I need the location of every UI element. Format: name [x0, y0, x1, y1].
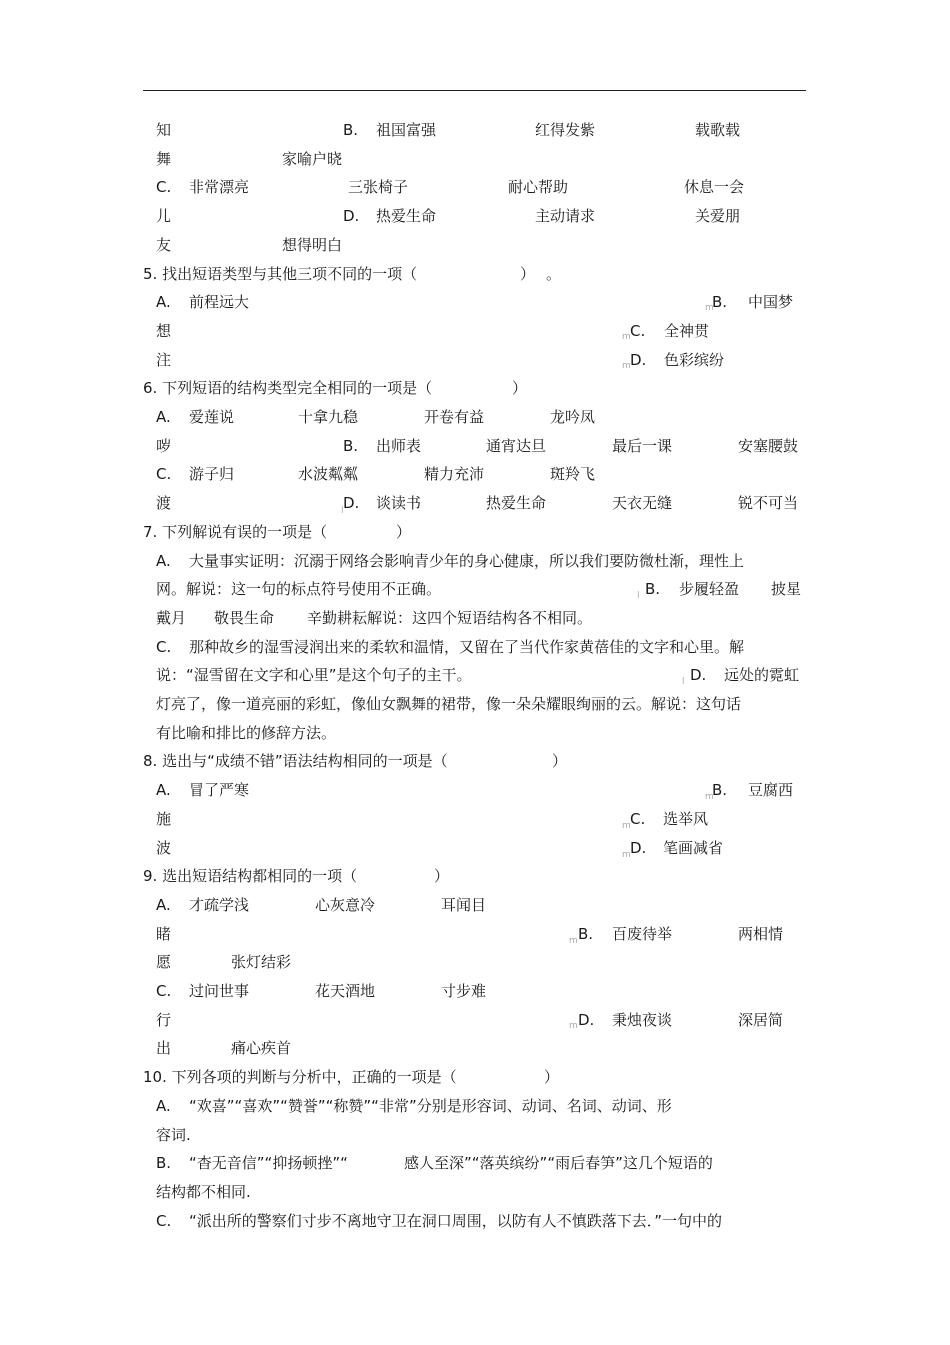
- text-l7-2: B.: [712, 293, 728, 311]
- text-l36-0: 容词.: [156, 1126, 191, 1144]
- text-l26-1: D.: [630, 839, 647, 857]
- text-l1-3: 红得发紫: [535, 121, 596, 139]
- text-l2-1: 家喻户晓: [282, 150, 343, 168]
- text-l14-0: 渡: [156, 494, 172, 512]
- text-l25-2: 选举风: [663, 810, 709, 828]
- text-l3-1: 非常漂亮: [189, 178, 250, 196]
- scan-artifact-mark: m: [569, 936, 578, 946]
- text-l32-0: 行: [156, 1011, 172, 1029]
- text-l11-4: 龙吟凤: [550, 408, 596, 426]
- scan-artifact-mark: m: [705, 792, 714, 802]
- text-l29-2: 百废待举: [612, 925, 673, 943]
- text-l4-1: D.: [343, 207, 360, 225]
- text-l4-0: 儿: [156, 207, 172, 225]
- text-l31-1: 过问世事: [189, 982, 250, 1000]
- text-l13-0: C.: [156, 465, 172, 483]
- text-l7-3: 中国梦: [748, 293, 794, 311]
- scan-artifact-mark: m: [622, 850, 631, 860]
- text-l3-2: 三张椅子: [348, 178, 409, 196]
- text-l4-4: 关爱朋: [695, 207, 741, 225]
- text-l14-5: 锐不可当: [738, 494, 799, 512]
- text-l24-0: A.: [156, 781, 171, 799]
- text-l23-1: ）: [552, 752, 568, 770]
- text-l8-1: C.: [630, 322, 646, 340]
- text-l17-2: 步履轻盈: [679, 580, 740, 598]
- text-l26-0: 波: [156, 839, 172, 857]
- text-l32-3: 深居简: [738, 1011, 784, 1029]
- text-l39-1: “派出所的警察们寸步不离地守卫在洞口周围，以防有人不慎跌落下去．”一句中的: [189, 1212, 723, 1230]
- text-l11-3: 开卷有益: [424, 408, 485, 426]
- text-l13-4: 斑羚飞: [550, 465, 596, 483]
- text-l3-4: 休息一会: [684, 178, 745, 196]
- text-l17-1: B.: [645, 580, 661, 598]
- text-l14-3: 热爱生命: [486, 494, 547, 512]
- text-l31-3: 寸步难: [441, 982, 487, 1000]
- text-l29-0: 睹: [156, 925, 172, 943]
- text-l16-0: A.: [156, 552, 171, 570]
- text-l7-1: 前程远大: [189, 293, 250, 311]
- text-l11-1: 爱莲说: [189, 408, 235, 426]
- scan-artifact-mark: m: [622, 361, 631, 371]
- text-l22-0: 有比喻和排比的修辞方法。: [156, 724, 337, 742]
- text-l11-2: 十拿九稳: [298, 408, 359, 426]
- text-l13-1: 游子归: [189, 465, 235, 483]
- text-l6-1: ）: [520, 265, 536, 283]
- text-l4-2: 热爱生命: [376, 207, 437, 225]
- text-l8-2: 全神贯: [664, 322, 710, 340]
- text-l12-1: B.: [343, 437, 359, 455]
- text-l9-1: D.: [630, 351, 647, 369]
- text-l14-4: 天衣无缝: [612, 494, 673, 512]
- text-l32-1: D.: [578, 1011, 595, 1029]
- header-rule: [143, 90, 806, 91]
- text-l7-0: A.: [156, 293, 171, 311]
- text-l23-0: 8. 选出与“成绩不错”语法结构相同的一项是（: [143, 752, 448, 770]
- text-l2-0: 舞: [156, 150, 172, 168]
- text-l18-2: 辛勤耕耘解说：这四个短语结构各不相同。: [307, 609, 593, 627]
- text-l10-1: ）: [512, 379, 528, 397]
- text-l24-1: 冒了严寒: [189, 781, 250, 799]
- text-l38-0: 结构都不相同.: [156, 1183, 251, 1201]
- text-l39-0: C.: [156, 1212, 172, 1230]
- text-l6-2: 。: [546, 265, 562, 283]
- text-l24-2: B.: [712, 781, 728, 799]
- text-l13-2: 水波粼粼: [298, 465, 359, 483]
- scan-artifact-mark: l: [341, 506, 344, 516]
- text-l17-3: 披星: [771, 580, 802, 598]
- text-l25-0: 施: [156, 810, 172, 828]
- text-l31-0: C.: [156, 982, 172, 1000]
- scan-artifact-mark: m: [622, 332, 631, 342]
- text-l12-5: 安塞腰鼓: [738, 437, 799, 455]
- text-l1-0: 知: [156, 121, 172, 139]
- text-l9-2: 色彩缤纷: [664, 351, 725, 369]
- text-l3-0: C.: [156, 178, 172, 196]
- text-l8-0: 想: [156, 322, 172, 340]
- text-l18-0: 戴月: [156, 609, 187, 627]
- text-l29-1: B.: [578, 925, 594, 943]
- scan-artifact-mark: m: [569, 1021, 578, 1031]
- text-l15-0: 7. 下列解说有误的一项是（: [143, 523, 328, 541]
- text-l28-0: A.: [156, 896, 171, 914]
- text-l27-0: 9. 选出短语结构都相同的一项（: [143, 867, 358, 885]
- text-l29-3: 两相情: [738, 925, 784, 943]
- text-l37-0: B.: [156, 1154, 172, 1172]
- text-l1-1: B.: [343, 121, 359, 139]
- text-l20-0: 说：“湿雪留在文字和心里”是这个句子的主干。: [156, 666, 472, 684]
- text-l31-2: 花天酒地: [315, 982, 376, 1000]
- text-l17-0: 网。解说：这一句的标点符号使用不正确。: [156, 580, 442, 598]
- text-l16-1: 大量事实证明：沉溺于网络会影响青少年的身心健康，所以我们要防微杜渐，理性上: [189, 552, 745, 570]
- text-l1-4: 载歌载: [695, 121, 741, 139]
- text-l10-0: 6. 下列短语的结构类型完全相同的一项是（: [143, 379, 433, 397]
- text-l34-0: 10. 下列各项的判断与分析中，正确的一项是（: [143, 1068, 457, 1086]
- text-l35-0: A.: [156, 1097, 171, 1115]
- text-l13-3: 精力充沛: [424, 465, 485, 483]
- text-l20-1: D.: [690, 666, 707, 684]
- text-l21-0: 灯亮了，像一道亮丽的彩虹，像仙女飘舞的裙带，像一朵朵耀眼绚丽的云。解说：这句话: [156, 695, 742, 713]
- text-l12-3: 通宵达旦: [486, 437, 547, 455]
- scan-artifact-mark: m: [622, 821, 631, 831]
- text-l25-1: C.: [630, 810, 646, 828]
- text-l15-1: ）: [396, 523, 412, 541]
- text-l14-2: 谈读书: [376, 494, 422, 512]
- text-l14-1: D.: [343, 494, 360, 512]
- text-l33-0: 出: [156, 1039, 172, 1057]
- text-l5-0: 友: [156, 236, 172, 254]
- text-l20-2: 远处的霓虹: [724, 666, 800, 684]
- text-l27-1: ）: [434, 867, 450, 885]
- text-l6-0: 5. 找出短语类型与其他三项不同的一项（: [143, 265, 418, 283]
- scan-artifact-mark: l: [682, 677, 685, 687]
- text-l35-1: “欢喜”“喜欢”“赞誉”“称赞”“非常”分别是形容词、动词、名词、动词、形: [189, 1097, 672, 1115]
- text-l19-0: C.: [156, 638, 172, 656]
- text-l18-1: 敬畏生命: [214, 609, 275, 627]
- text-l12-0: 哕: [156, 437, 172, 455]
- text-l24-3: 豆腐西: [748, 781, 794, 799]
- text-l12-2: 出师表: [376, 437, 422, 455]
- text-l30-0: 愿: [156, 953, 172, 971]
- text-l19-1: 那种故乡的湿雪浸润出来的柔软和温情，又留在了当代作家黄蓓佳的文字和心里。解: [189, 638, 745, 656]
- text-l28-3: 耳闻目: [441, 896, 487, 914]
- text-l33-1: 痛心疾首: [231, 1039, 292, 1057]
- text-l37-2: 感人至深”“落英缤纷”“雨后春笋”这几个短语的: [404, 1154, 713, 1172]
- text-l28-1: 才疏学浅: [189, 896, 250, 914]
- text-l11-0: A.: [156, 408, 171, 426]
- text-l1-2: 祖国富强: [376, 121, 437, 139]
- text-l30-1: 张灯结彩: [231, 953, 292, 971]
- text-l26-2: 笔画减省: [663, 839, 724, 857]
- text-l5-1: 想得明白: [282, 236, 343, 254]
- text-l32-2: 秉烛夜谈: [612, 1011, 673, 1029]
- text-l3-3: 耐心帮助: [508, 178, 569, 196]
- text-l4-3: 主动请求: [535, 207, 596, 225]
- scan-artifact-mark: l: [637, 591, 640, 601]
- text-l28-2: 心灰意冷: [315, 896, 376, 914]
- text-l9-0: 注: [156, 351, 172, 369]
- text-l37-1: “杳无音信”“抑扬顿挫”“: [189, 1154, 348, 1172]
- text-l12-4: 最后一课: [612, 437, 673, 455]
- scan-artifact-mark: m: [705, 303, 714, 313]
- text-l34-1: ）: [544, 1068, 560, 1086]
